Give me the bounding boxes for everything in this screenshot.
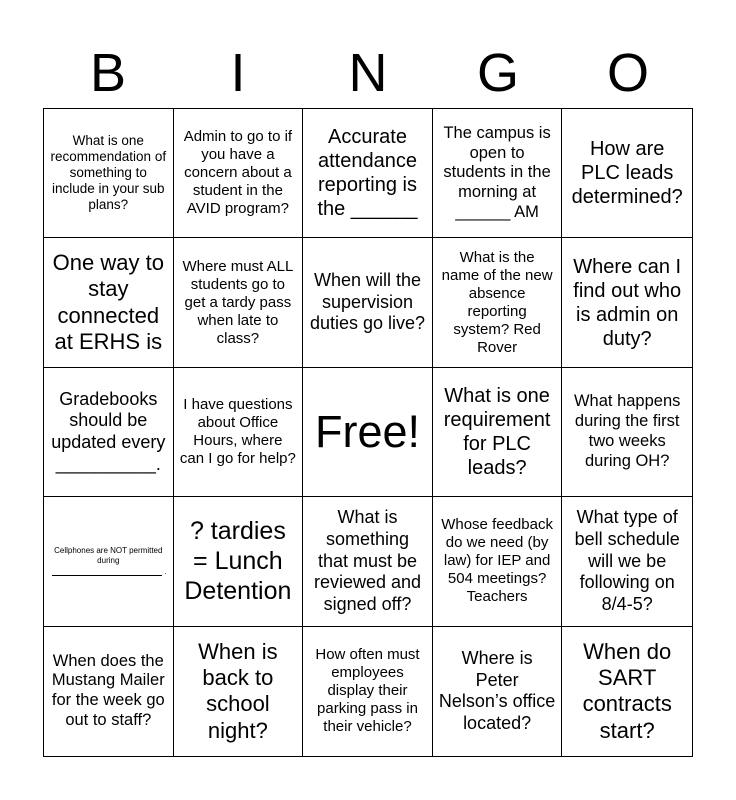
blank-line	[50, 565, 167, 576]
bingo-cell-text: What is the name of the new absence reporting system? Red Rover	[441, 248, 553, 356]
header-letter-o: O	[606, 43, 649, 103]
bingo-cell[interactable]	[433, 497, 563, 626]
bingo-cell-text: What type of bell schedule will we be following on 8/4-5?	[574, 507, 680, 614]
bingo-cell[interactable]	[562, 497, 692, 626]
bingo-cell-text: I have questions about Office Hours, where can I go for help?	[179, 395, 296, 467]
bingo-cell-text: Accurate attendance reporting is the ______	[317, 126, 418, 221]
header-letter-b: B	[89, 43, 127, 103]
bingo-cell-text: How are PLC leads determined?	[571, 138, 683, 209]
bingo-cell[interactable]	[303, 109, 433, 238]
bingo-cell[interactable]	[303, 497, 433, 626]
bingo-cell-text: Gradebooks should be updated every __________.	[51, 388, 166, 474]
fill-in-underline	[52, 567, 162, 576]
bingo-cell[interactable]	[562, 368, 692, 497]
bingo-cell[interactable]	[433, 238, 563, 367]
bingo-cell-text: How often must employees display their parking pass in their vehicle?	[315, 646, 420, 736]
bingo-cell-text: What is one recommendation of something to include in your sub plans?	[50, 132, 167, 213]
bingo-cell-text: Cellphones are NOT permitted during	[54, 546, 163, 565]
bingo-cell[interactable]	[174, 627, 304, 756]
bingo-cell[interactable]	[433, 368, 563, 497]
header-letter-g: G	[476, 43, 519, 103]
bingo-card-grid	[43, 108, 693, 757]
bingo-cell[interactable]	[562, 627, 692, 756]
bingo-cell[interactable]	[433, 109, 563, 238]
blank-suffix: .	[164, 566, 167, 576]
bingo-cell-text: Where must ALL students go to get a tardy pass when late to class?	[182, 257, 294, 347]
bingo-cell[interactable]	[44, 497, 174, 626]
bingo-cell-text: What is something that must be reviewed and signed off?	[313, 507, 422, 614]
bingo-cell-text: One way to stay connected at ERHS is	[52, 249, 164, 354]
bingo-cell[interactable]	[303, 238, 433, 367]
bingo-cell[interactable]	[562, 238, 692, 367]
bingo-cell[interactable]	[44, 368, 174, 497]
bingo-cell[interactable]	[44, 109, 174, 238]
bingo-cell[interactable]	[174, 238, 304, 367]
bingo-cell[interactable]	[562, 109, 692, 238]
bingo-cell-text: The campus is open to students in the morning at ______ AM	[443, 123, 551, 221]
bingo-cell[interactable]	[433, 627, 563, 756]
bingo-cell-text: Whose feedback do we need (by law) for IEP and 504 meetings? Teachers	[441, 516, 553, 606]
bingo-cell[interactable]	[44, 627, 174, 756]
free-space-cell[interactable]	[303, 368, 433, 497]
bingo-cell[interactable]	[174, 497, 304, 626]
bingo-cell[interactable]	[303, 627, 433, 756]
bingo-cell-text: What happens during the first two weeks during OH?	[573, 392, 681, 470]
header-letter-i: I	[230, 43, 246, 103]
bingo-header	[43, 38, 693, 108]
bingo-cell-text: When is back to school night?	[198, 638, 278, 743]
bingo-cell-text: Admin to go to if you have a concern about a student in the AVID program?	[183, 128, 293, 218]
bingo-cell-text: Where is Peter Nelson’s office located?	[438, 648, 556, 733]
free-space-text: Free!	[314, 405, 420, 457]
bingo-cell-text: When will the supervision duties go live?	[309, 270, 426, 334]
bingo-cell-text: When does the Mustang Mailer for the week go out to staff?	[51, 651, 165, 730]
bingo-cell-text: What is one requirement for PLC leads?	[443, 384, 551, 479]
bingo-cell-text: Where can I find out who is admin on duty?	[573, 255, 682, 350]
bingo-cell[interactable]	[44, 238, 174, 367]
bingo-cell[interactable]	[174, 109, 304, 238]
bingo-cell-text: When do SART contracts start?	[582, 638, 672, 743]
bingo-cell[interactable]	[174, 368, 304, 497]
header-letter-n: N	[348, 43, 388, 103]
bingo-cell-text: ? tardies = Lunch Detention	[184, 517, 292, 606]
